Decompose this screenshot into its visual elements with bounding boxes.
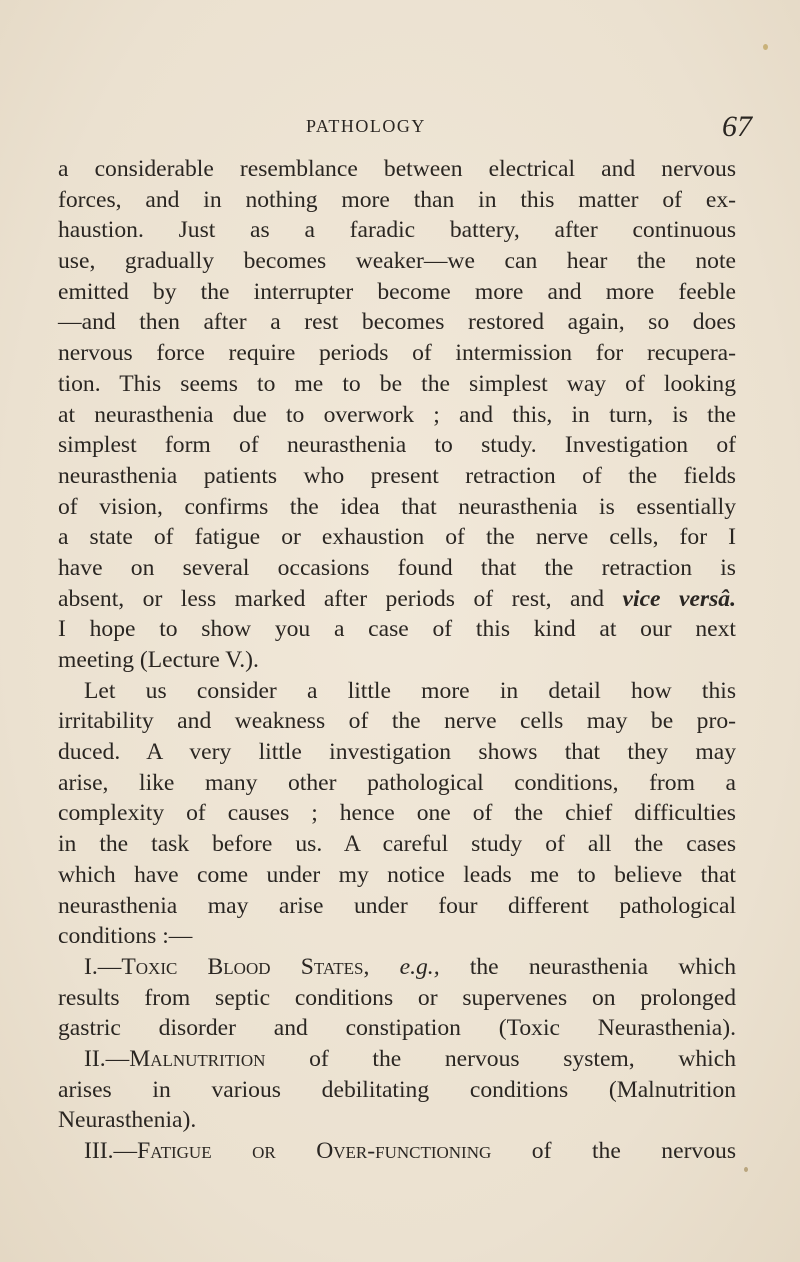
text-line: which have come under my notice leads me to believe that xyxy=(58,861,736,888)
list-text: of the nervous xyxy=(531,1138,736,1164)
text-line: arises in various debilitating conditions (Malnutrition xyxy=(58,1076,736,1103)
text-line: forces, and in nothing more than in this matter of ex- xyxy=(58,186,736,213)
list-heading: Toxic Blood States, xyxy=(121,953,370,980)
text-line: Neurasthenia). xyxy=(58,1107,197,1134)
list-numeral: II.— xyxy=(84,1045,130,1072)
text-line: a considerable resemblance between electrical and nervous xyxy=(58,156,736,182)
text-line: gastric disorder and constipation (Toxic Neurasthenia). xyxy=(58,1015,736,1042)
text-line: results from septic conditions or supervenes on prolonged xyxy=(58,984,736,1011)
running-head: PATHOLOGY xyxy=(306,116,426,136)
text-line: arise, like many other pathological conditions, from a xyxy=(58,769,736,796)
text-line: I hope to show you a case of this kind at our next xyxy=(58,616,736,643)
list-heading: Fatigue or Over-functioning xyxy=(137,1138,492,1164)
italic-phrase: vice versâ. xyxy=(622,585,736,612)
list-item-malnutrition xyxy=(58,1044,736,1075)
text-line xyxy=(58,584,736,615)
list-text: the neurasthenia which xyxy=(469,953,736,980)
text-line: duced. A very little investigation shows that they may xyxy=(58,739,736,766)
paper-spot xyxy=(763,44,768,50)
page-header xyxy=(0,110,800,156)
text-line: complexity of causes ; hence one of the chief difficulties xyxy=(58,800,736,827)
list-item-toxic xyxy=(58,952,736,983)
list-numeral: III.— xyxy=(84,1138,138,1164)
text-line: use, gradually becomes weaker—we can hear the note xyxy=(58,248,736,275)
list-item-fatigue xyxy=(58,1136,736,1167)
text-line: haustion. Just as a faradic battery, after continuous xyxy=(58,217,736,244)
text-line: tion. This seems to me to be the simplest way of looking xyxy=(58,370,736,397)
text-line: emitted by the interrupter become more and more feeble xyxy=(58,278,736,305)
text-line: —and then after a rest becomes restored again, so does xyxy=(58,309,736,336)
text-segment: absent, or less marked after periods of rest, and xyxy=(58,585,605,612)
text-line: simplest form of neurasthenia to study. Investigation of xyxy=(58,432,736,459)
text-line: in the task before us. A careful study of all the cases xyxy=(58,831,736,858)
eg-abbrev: e.g., xyxy=(399,953,440,980)
list-heading: Malnutrition xyxy=(129,1045,266,1072)
text-line: Let us consider a little more in detail how this xyxy=(84,677,736,704)
text-line: nervous force require periods of intermission for recupera- xyxy=(58,340,736,367)
text-line: neurasthenia may arise under four different pathological xyxy=(58,892,736,919)
text-line: irritability and weakness of the nerve cells may be pro- xyxy=(58,708,736,735)
text-line: have on several occasions found that the retraction is xyxy=(58,554,736,581)
text-line: conditions :— xyxy=(58,923,193,950)
paper-spot xyxy=(744,1167,748,1172)
text-line: at neurasthenia due to overwork ; and this, in turn, is the xyxy=(58,401,736,428)
text-line: a state of fatigue or exhaustion of the nerve cells, for I xyxy=(58,524,736,551)
list-text: of the nervous system, which xyxy=(309,1045,736,1072)
text-line: of vision, confirms the idea that neurasthenia is essentially xyxy=(58,493,736,520)
page-number: 67 xyxy=(722,110,752,143)
text-line: meeting (Lecture V.). xyxy=(58,647,259,673)
text-line: neurasthenia patients who present retraction of the fields xyxy=(58,462,736,489)
body-text xyxy=(58,154,736,1167)
list-numeral: I.— xyxy=(84,953,122,980)
